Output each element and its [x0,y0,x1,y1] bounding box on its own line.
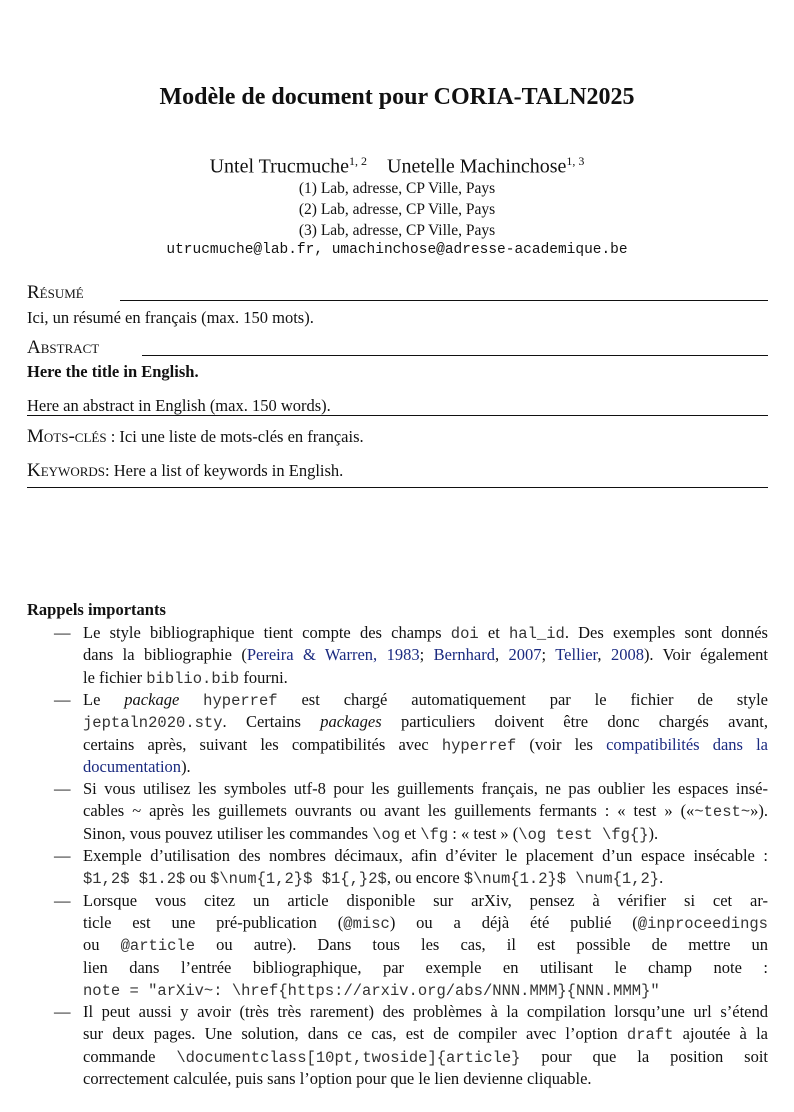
citation-link[interactable]: 2008 [610,645,644,665]
code-text: hal_id [509,625,565,643]
citation-link[interactable]: compatibilités dans la [606,734,769,754]
author-1: Untel Trucmuche [209,155,350,178]
code-text: @article [120,937,196,956]
separator: : [106,427,120,446]
list-item-line [83,867,768,889]
affiliation: (2) Lab, adresse, CP Ville, Pays [298,201,496,218]
bullet-dash: — [54,890,71,910]
text-segment: , [495,645,509,665]
code-text: note = "arXiv~: \href{https://arxiv.org/abs/NNN.MMM}{NNN.MMM}" [83,981,660,1000]
abstract-text: Here an abstract in English (max. 150 words). [27,396,331,415]
text-segment: ou autre). Dans tous les cas, il est possible de mettre un [195,935,769,955]
code-text: @misc [343,914,390,933]
text-segment: . [659,868,664,888]
separator: : [105,461,114,480]
author-2-affil: 1, 3 [566,154,585,168]
list-item-line [83,778,768,800]
code-text: jeptaln2020.sty [83,714,223,733]
code-text: hyperref [441,736,517,755]
text-segment: Lorsque vous citez un article disponible sur arXiv, pensez à vérifier si cet ar- [83,890,768,910]
list-item-line [83,711,768,733]
text-segment: ) ou a déjà été publié ( [389,912,638,932]
list-item-line [83,957,768,979]
text-segment: Le [83,689,125,709]
list-item-line [83,979,768,1001]
code-text: $\num{1,2}$ $1{,}2$ [210,870,387,889]
rappels-heading: Rappels importants [27,600,166,619]
text-segment: sur deux pages. Une solution, dans ce cas, est de compiler avec l’option [83,1024,627,1044]
code-text: \documentclass[10pt,twoside]{article} [176,1048,521,1067]
code-text: biblio.bib [146,669,240,688]
text-segment: ou [185,868,211,888]
list-item-line [83,756,768,778]
list-item-line [83,644,768,666]
text-segment: correctement calculée, puis sans l’option pour que le lien devienne cliquable. [83,1069,592,1088]
motscles [27,426,364,448]
code-text: draft [626,1026,674,1045]
author-2: Unetelle Machinchose [387,155,567,178]
text-segment: pour que la position soit [520,1046,769,1066]
citation-link[interactable]: Bernhard [433,645,495,665]
text-segment: ). [648,823,659,843]
code-text: \fg [420,825,449,844]
code-text: \og test \fg{} [518,825,649,844]
text-segment: Le style bibliographique tient compte des champs [83,623,451,642]
list-item-line [83,912,768,934]
code-text: ~test~ [694,803,751,822]
text-segment: ajoutée à la [673,1024,769,1044]
abstract-heading: Abstract [27,337,100,358]
text-segment [179,690,203,709]
text-segment: ). Voir également [643,645,768,665]
list-item-line [83,845,768,867]
abstract-title: Here the title in English. [27,362,199,381]
resume-text: Ici, un résumé en français (max. 150 mots). [27,308,314,327]
motscles-text: Ici une liste de mots-clés en français. [119,427,364,446]
keywords-heading: Keywords [27,460,105,481]
citation-link[interactable]: Tellier [555,645,598,665]
text-segment: et [400,823,421,843]
text-segment: , ou encore [386,868,464,888]
text-segment: »). [750,801,768,821]
text-segment: et [478,623,509,642]
bullet-dash: — [54,846,71,865]
code-text: hyperref [203,691,278,710]
text-segment: certains après, suivant les compatibilités avec [83,734,442,754]
keywords-text: Here a list of keywords in English. [113,461,344,480]
bullet-dash: — [54,1002,71,1022]
text-segment: packages [320,712,382,732]
citation-link[interactable]: 2007 [508,645,542,665]
text-segment: , [597,645,611,665]
list-item-line [83,800,768,822]
code-text: \og [372,825,401,844]
resume-heading: Résumé [27,282,84,303]
text-segment: le fichier [83,667,147,687]
bullet-dash: — [54,779,71,799]
motscles-heading: Mots-clés [27,426,107,447]
divider [27,487,768,488]
code-text: $1,2$ $1.2$ [83,870,186,889]
divider [27,415,768,416]
author-1-affil: 1, 2 [349,154,368,168]
text-segment: Il peut aussi y avoir (très très rarement) des problèmes à la compilation lorsqu’une url s’étend [83,1002,768,1022]
text-segment: ; [419,645,434,665]
code-text: $\num{1.2}$ \num{1,2} [463,870,660,889]
text-segment: Sinon, vous pouvez utiliser les commandes [83,823,373,843]
list-item-line [83,823,768,845]
affiliation: (3) Lab, adresse, CP Ville, Pays [298,222,496,239]
list-item-line [83,1046,768,1068]
code-text: @inproceedings [637,914,768,933]
text-segment: . Certains [222,712,321,732]
text-segment: fourni. [239,667,288,687]
text-segment: dans la bibliographie ( [83,645,247,665]
text-segment: ; [541,645,556,665]
text-segment: commande [83,1046,177,1066]
list-item-line [83,689,768,711]
affiliation: (1) Lab, adresse, CP Ville, Pays [298,180,496,197]
text-segment: : « test » ( [448,823,519,843]
authors [0,154,794,179]
list-item-line [83,1023,768,1045]
text-segment: ou [83,935,121,955]
text-segment: Exemple d’utilisation des nombres décimaux, afin d’éviter le placement d’un espace insécable : [83,846,768,865]
bullet-dash: — [54,689,71,709]
bullet-dash: — [54,623,71,642]
list-item-line [83,890,768,912]
text-segment: ticle est une pré-publication ( [83,912,344,932]
text-segment: . Des exemples sont donnés [564,623,768,642]
text-segment: ). [181,756,191,776]
keywords [27,460,343,482]
author-emails: utrucmuche@lab.fr, umachinchose@adresse-academique.be [166,242,628,258]
paper-title: Modèle de document pour CORIA-TALN2025 [159,84,635,110]
text-segment: (voir les [516,734,607,754]
list-item-line [83,734,768,756]
text-segment: package [124,689,180,709]
list-item-line [83,1068,768,1090]
citation-link[interactable]: documentation [83,756,182,776]
code-text: doi [450,625,479,643]
text-segment: Si vous utilisez les symboles utf-8 pour les guillements français, ne pas oublier les espaces insé- [83,779,768,799]
list-item-line [83,622,768,644]
list-item-line [83,1001,768,1023]
divider [120,300,768,301]
list-item-line [83,667,768,689]
list-item-line [83,934,768,956]
divider [142,355,768,356]
citation-link[interactable]: Pereira & Warren, 1983 [246,645,420,665]
text-segment: cables ~ après les guillemets ouvrants ou avant les guillements fermants : « test » (« [83,801,695,821]
text-segment: lien dans l’entrée bibliographique, par exemple en utilisant le champ note : [83,957,768,977]
text-segment: est chargé automatiquement par le fichier de style [277,689,769,709]
text-segment: particuliers doivent être donc chargés avant, [381,712,768,732]
